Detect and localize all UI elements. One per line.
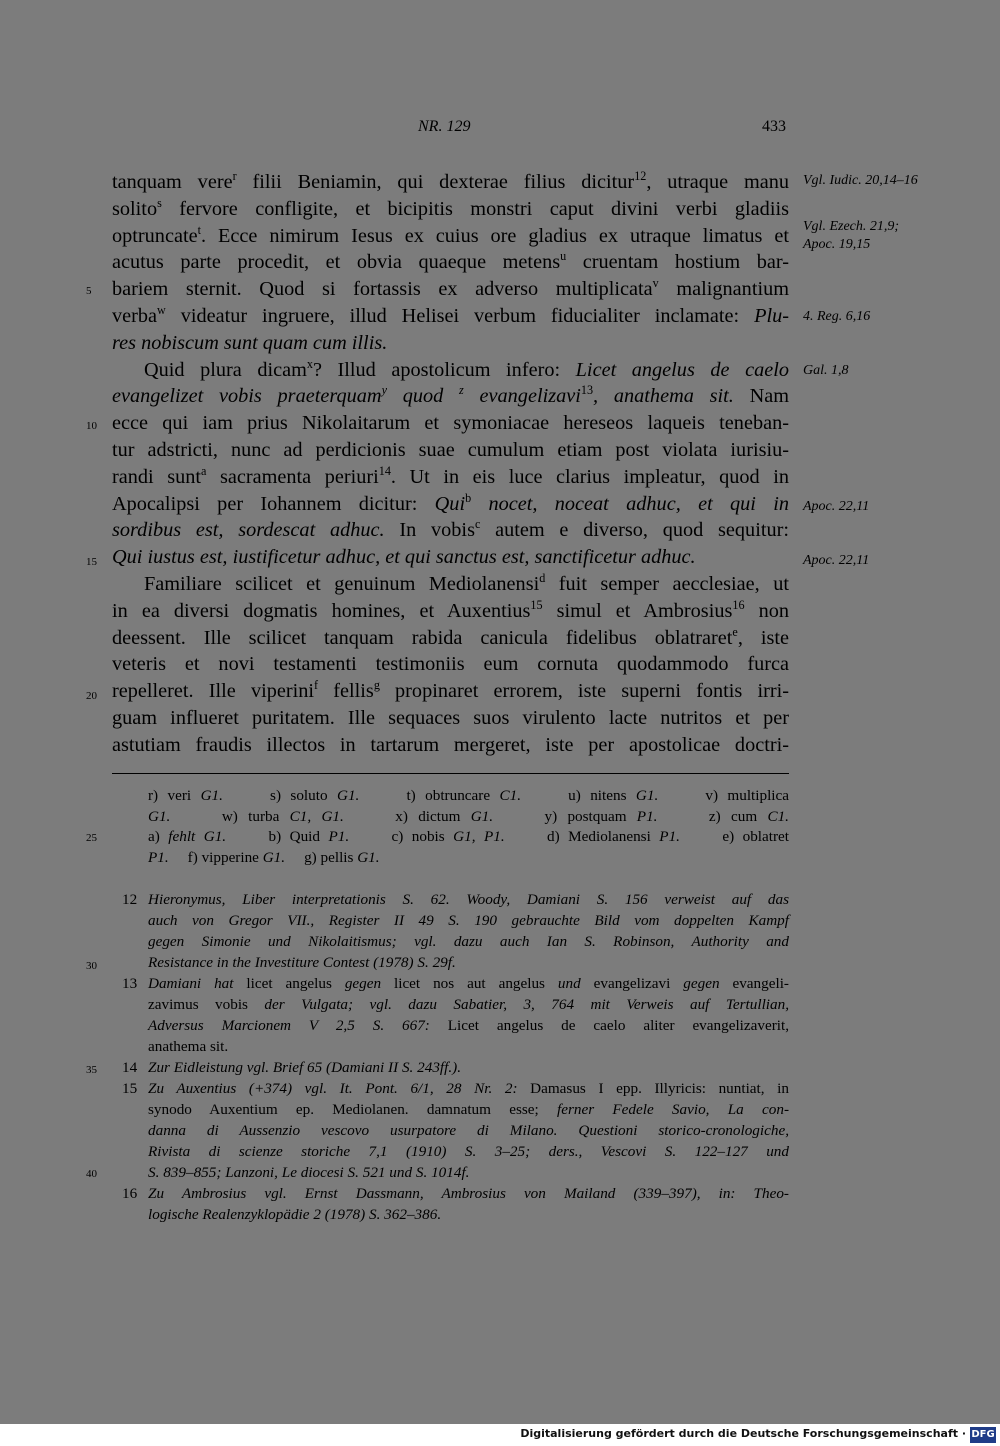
text-line: evangelizet vobis praeterquam$^y$ quod $^z$ evangelizavi$^{13}$, anathema sit. Nam [112,383,790,408]
text-line: tanquam vere$^r$ filii Beniamin, qui dexterae filius dicitur$^{12}$, utraque manu [112,169,789,193]
footnote-line: anathema sit. [148,1038,229,1055]
digitization-footer [0,1424,1000,1446]
footnote-number: 15 [122,1080,138,1097]
apparatus-line: a) fehlt G1. b) Quid P1. c) nobis G1, P1. d) Mediolanensi P1. e) oblatret [148,828,789,846]
text-line: repelleret. Ille viperini$^f$ fellis$^g$ propinaret errorem, iste superni fontis irri- [112,678,789,703]
footnote-number: 14 [122,1059,138,1076]
footnote-line: Zur Eidleistung vgl. Brief 65 (Damiani II S. 243ff.). [148,1059,462,1076]
text-line: Qui iustus est, iustificetur adhuc, et qui sanctus est, sanctificetur adhuc. [112,546,696,569]
footnote-line: Adversus Marcionem V 2,5 S. 667: Licet angelus de caelo aliter evangelizaverit, [148,1017,789,1034]
margin-reference: Gal. 1,8 [803,363,849,378]
apparatus-line: r) veri G1. s) soluto G1. t) obtruncare C1. u) nitens G1. v) multiplica [148,787,790,804]
apparatus-line: P1. f) vipperine G1. g) pellis G1. [148,848,380,866]
text-line: Familiare scilicet et genuinum Mediolanensi$^d$ fuit semper aecclesiae, ut [144,571,789,595]
line-number: 5 [86,285,92,297]
footer-text: Digitalisierung gefördert durch die Deutsche Forschungsgemeinschaft · [520,1427,966,1440]
footnote-line: synodo Auxentium ep. Mediolanen. damnatum esse; ferner Fedele Savio, La con- [148,1101,790,1118]
text-line: deessent. Ille scilicet tanquam rabida canicula fidelibus oblatraret$^e$, iste [112,624,789,649]
text-line: res nobiscum sunt quam cum illis. [112,331,388,354]
margin-reference: 4. Reg. 6,16 [803,309,871,324]
footnote-line: danna di Aussenzio vescovo usurpatore di Milano. Questioni storico-cronologiche, [148,1122,789,1139]
line-number: 40 [86,1168,97,1180]
text-line: ecce qui iam prius Nikolaitarum et symoniacae hereseos laqueis teneban- [112,412,789,435]
text-line: astutiam fraudis illectos in tartarum mergeret, iste per apostolicae doctri- [112,733,789,756]
text-line: randi sunt$^a$ sacramenta periuri$^{14}$. Ut in eis luce clarius impleatur, quod in [112,464,789,488]
footnote-line: Zu Ambrosius vgl. Ernst Dassmann, Ambrosius von Mailand (339–397), in: Theo- [148,1185,789,1202]
footnote-line: logische Realenzyklopädie 2 (1978) S. 362–386. [148,1206,442,1223]
text-line: solito$^s$ fervore confligite, et bicipitis monstri caput divini verbi gladiis [112,196,789,220]
footnote-separator [112,773,789,774]
line-number: 15 [86,556,97,568]
text-line: bariem sternit. Quod si fortassis ex adverso multiplicata$^v$ malignantium [112,276,790,301]
footnote-line: Zu Auxentius (+374) vgl. It. Pont. 6/1, 28 Nr. 2: Damasus I epp. Illyricis: nuntiat, in [148,1080,789,1097]
text-line: optruncate$^t$. Ecce nimirum Iesus ex cuius ore gladius ex utraque limatus et [112,222,789,247]
footnote-line: Hieronymus, Liber interpretationis S. 62. Woody, Damiani S. 156 verweist auf das [148,891,789,908]
footnote-line: zavimus vobis der Vulgata; vgl. dazu Sabatier, 3, 764 mit Verweis auf Tertullian, [148,996,789,1013]
text-line: Apocalipsi per Iohannem dicitur: Qui$^b$ nocet, noceat adhuc, et qui in [112,490,789,515]
line-number: 20 [86,690,97,702]
margin-reference: Apoc. 22,11 [803,553,870,568]
footnote-line: Resistance in the Investiture Contest (1978) S. 29f. [148,954,456,971]
line-number: 25 [86,832,97,844]
footnote-number: 13 [122,975,138,992]
line-number: 10 [86,420,97,432]
margin-reference: Vgl. Ezech. 21,9; [803,219,900,234]
margin-reference: Apoc. 19,15 [803,237,871,252]
footnote-line: Damiani hat licet angelus gegen licet nos aut angelus und evangelizavi gegen evangeli- [148,975,789,992]
text-line: Quid plura dicam$^x$? Illud apostolicum infero: Licet angelus de caelo [144,356,789,381]
line-number: 35 [86,1064,97,1076]
page-number: 433 [762,118,786,135]
text-line: guam influeret puritatem. Ille sequaces suos virulento lacte nutritos et per [112,707,789,729]
footnote-line: Rivista di scienze storiche 7,1 (1910) S. 3–25; ders., Vescovi S. 122–127 und [148,1143,789,1160]
text-line: veteris et novi testamenti testimoniis eum cornuta quodammodo furca [112,653,789,676]
margin-reference: Apoc. 22,11 [803,499,870,514]
text-line: tur adstricti, nunc ad perdicionis suae cumulum etiam post violata iurisiu- [112,439,789,461]
text-line: sordibus est, sordescat adhuc. In vobis$^c$ autem e diverso, quod sequitur: [112,517,790,542]
text-line: acutus parte procedit, et obvia quaeque metens$^u$ cruentam hostium bar- [112,249,790,274]
footnote-number: 16 [122,1185,138,1202]
footnote-line: auch von Gregor VII., Register II 49 S. 190 gebrauchte Bild vom doppelten Kampf [148,912,789,929]
footnote-line: S. 839–855; Lanzoni, Le diocesi S. 521 und S. 1014f. [148,1164,470,1181]
footnote-line: gegen Simonie und Nikolaitismus; vgl. dazu auch Ian S. Robinson, Authority and [148,933,789,950]
dfg-logo-icon: DFG [970,1427,996,1443]
footnote-number: 12 [122,891,138,908]
running-title: NR. 129 [418,118,471,135]
apparatus-line: G1. w) turba C1, G1. x) dictum G1. y) postquam P1. z) cum C1. [148,807,789,825]
margin-reference: Vgl. Iudic. 20,14–16 [803,173,918,188]
line-number: 30 [86,960,97,972]
text-line: verba$^w$ videatur ingruere, illud Helisei verbum fiducialiter inclamate: Plu- [112,303,789,327]
text-line: in ea diversi dogmatis homines, et Auxentius$^{15}$ simul et Ambrosius$^{16}$ non [112,598,789,622]
